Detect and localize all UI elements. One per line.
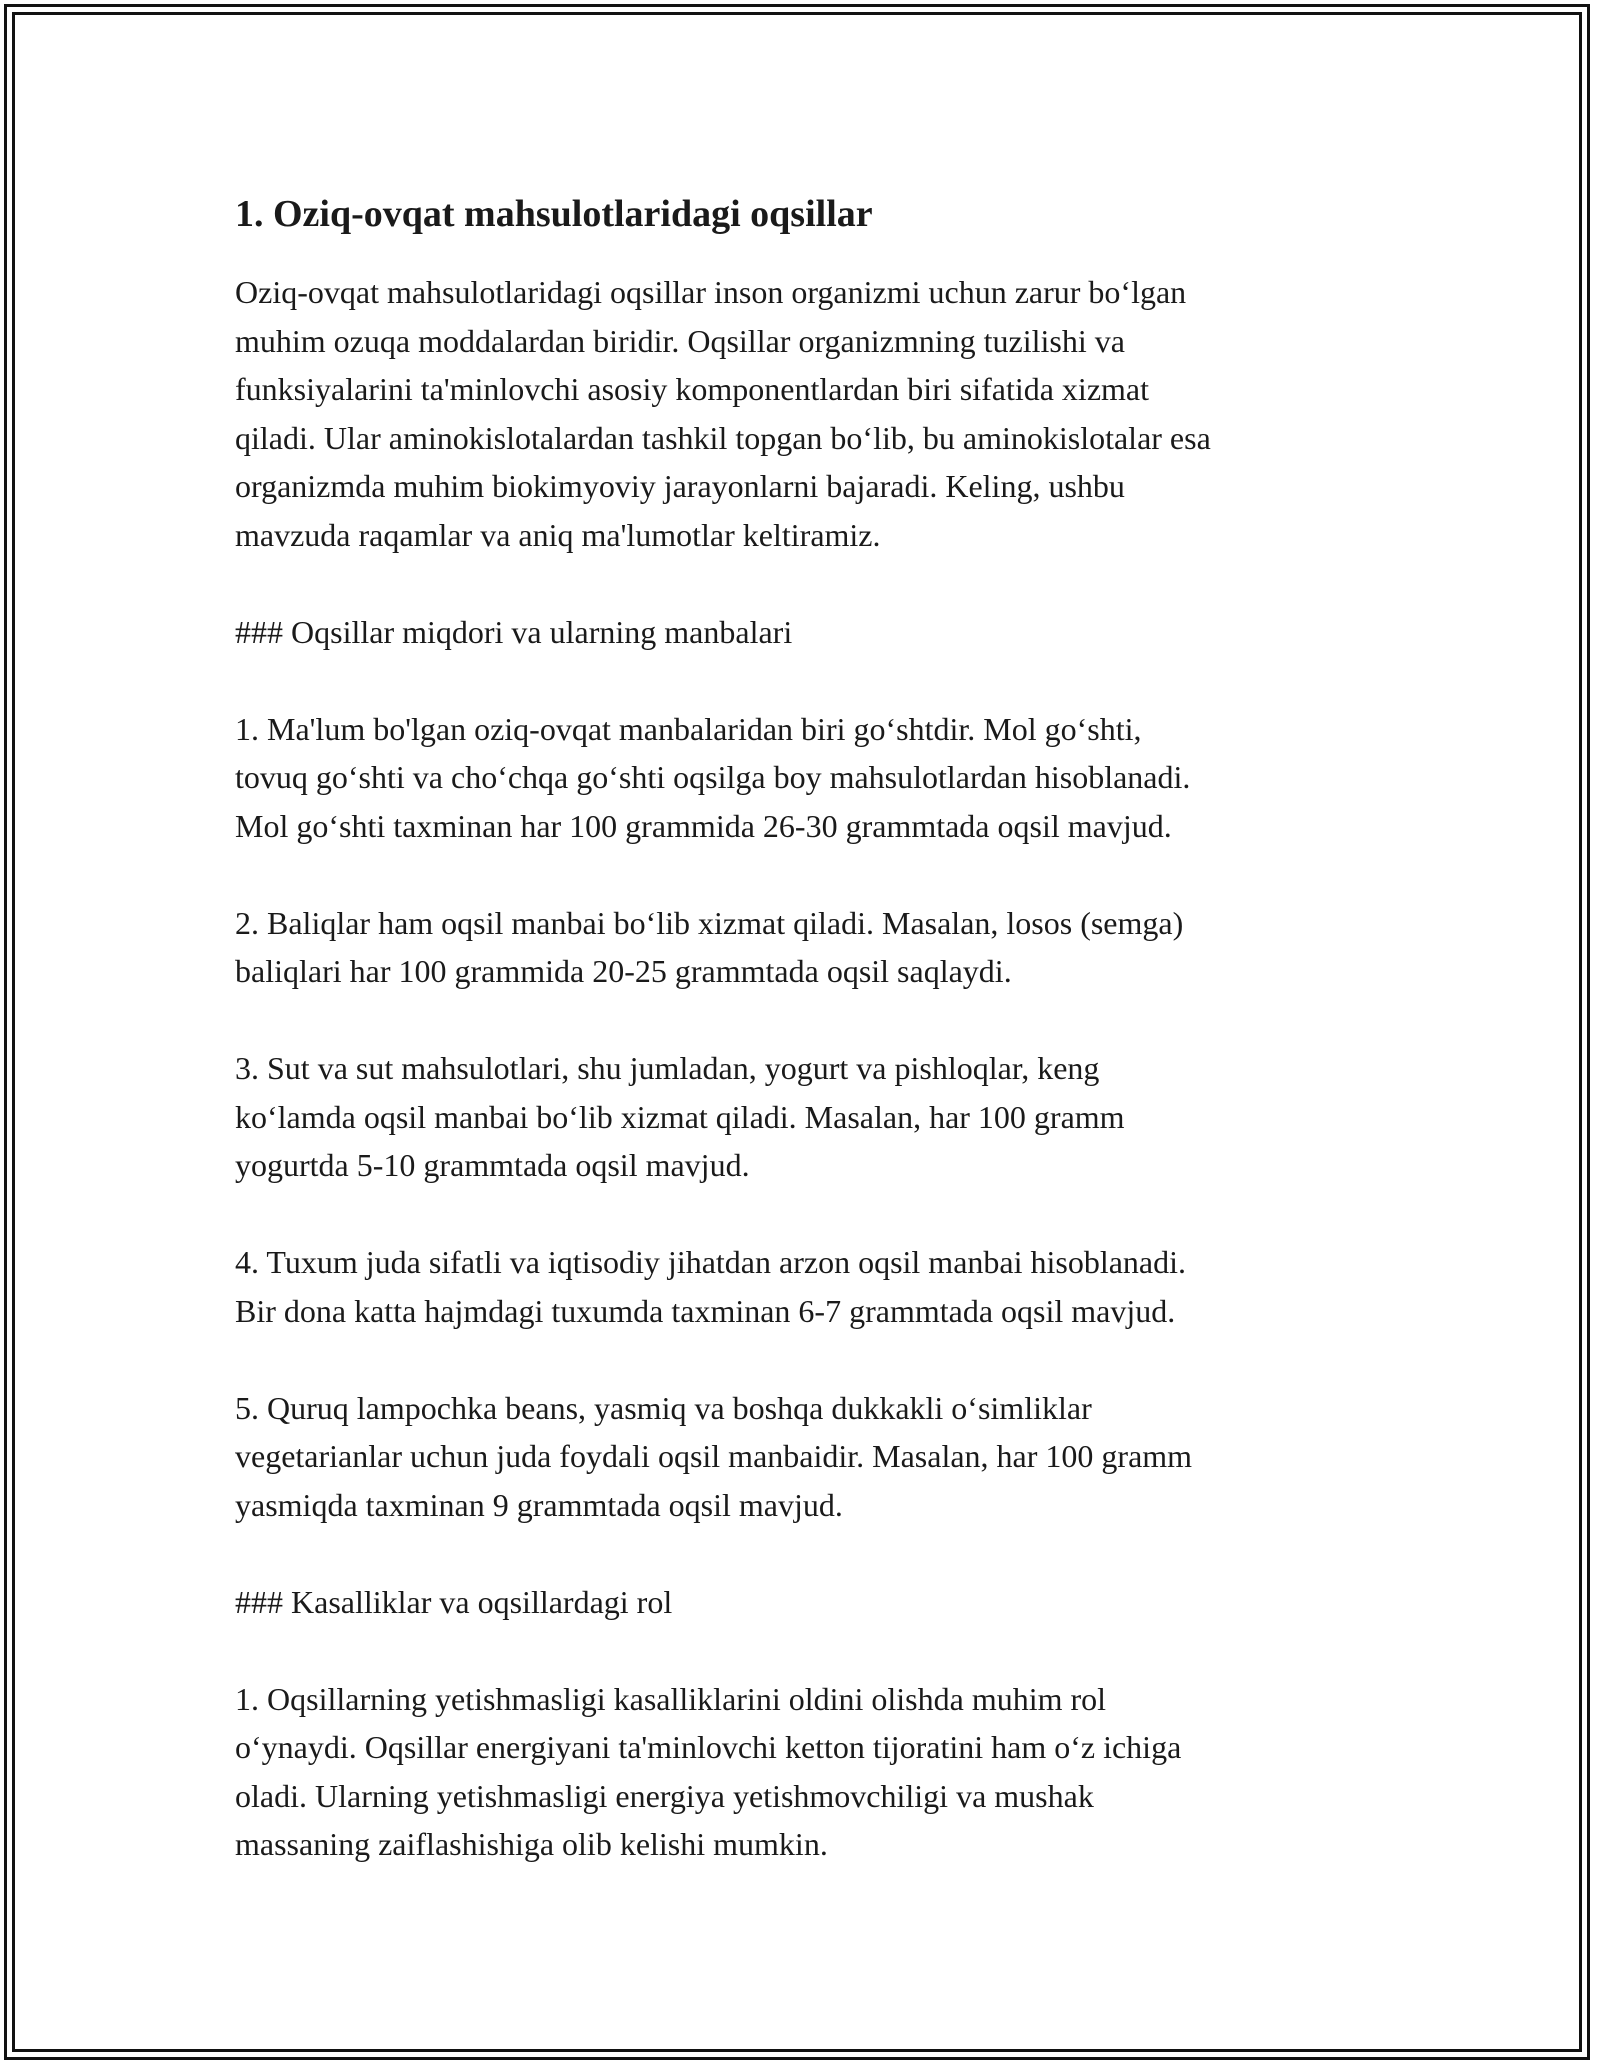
- page-title: 1. Oziq-ovqat mahsulotlaridagi oqsillar: [235, 193, 873, 235]
- section-heading: ### Kasalliklar va oqsillardagi rol: [235, 1583, 673, 1620]
- spacer: [235, 850, 1375, 899]
- list-item: 1. Ma'lum bo'lgan oziq-ovqat manbalaridan biri go‘shtdir. Mol go‘shti, tovuq go‘shti va cho‘chqa go‘shti oqsilga boy mahsulotlardan hisoblanadi. Mol go‘shti taxminan har 100 grammida 26-30 grammtada oqsil mavjud.: [235, 710, 1191, 844]
- spacer: [235, 656, 1375, 705]
- document-body: [235, 186, 1375, 1869]
- spacer: [235, 559, 1375, 608]
- intro-paragraph: Oziq-ovqat mahsulotlaridagi oqsillar inson organizmi uchun zarur bo‘lgan muhim ozuqa moddalardan biridir. Oqsillar organizmning tuzilishi va funksiyalarini ta'minlovchi asosiy komponentlardan biri sifatida xizmat qiladi. Ular aminokislotalardan tashkil topgan bo‘lib, bu aminokislotalar esa organizmda muhim biokimyoviy jarayonlarni bajaradi. Keling, ushbu mavzuda raqamlar va aniq ma'lumotlar keltiramiz.: [235, 274, 1211, 553]
- spacer: [235, 1529, 1375, 1578]
- spacer: [235, 1626, 1375, 1675]
- spacer: [235, 1335, 1375, 1384]
- spacer: [235, 1190, 1375, 1239]
- section-heading: ### Oqsillar miqdori va ularning manbalari: [235, 613, 793, 650]
- list-item: 1. Oqsillarning yetishmasligi kasalliklarini oldini olishda muhim rol o‘ynaydi. Oqsillar energiyani ta'minlovchi ketton tijoratini ham o‘z ichiga oladi. Ularning yetishmasligi energiya yetishmovchiligi va mushak massaning zaiflashishiga olib kelishi mumkin.: [235, 1680, 1182, 1862]
- list-item: 5. Quruq lampochka beans, yasmiq va boshqa dukkakli o‘simliklar vegetarianlar uchun juda foydali oqsil manbaidir. Masalan, har 100 gramm yasmiqda taxminan 9 grammtada oqsil mavjud.: [235, 1389, 1193, 1523]
- list-item: 2. Baliqlar ham oqsil manbai bo‘lib xizmat qiladi. Masalan, losos (semga) baliqlari har 100 grammida 20-25 grammtada oqsil saqlaydi.: [235, 904, 1184, 989]
- spacer: [235, 242, 1375, 268]
- spacer: [235, 996, 1375, 1045]
- list-item: 4. Tuxum juda sifatli va iqtisodiy jihatdan arzon oqsil manbai hisoblanadi. Bir dona katta hajmdagi tuxumda taxminan 6-7 grammtada oqsil mavjud.: [235, 1244, 1187, 1329]
- list-item: 3. Sut va sut mahsulotlari, shu jumladan, yogurt va pishloqlar, keng ko‘lamda oqsil manbai bo‘lib xizmat qiladi. Masalan, har 100 gramm yogurtda 5-10 grammtada oqsil mavjud.: [235, 1050, 1125, 1183]
